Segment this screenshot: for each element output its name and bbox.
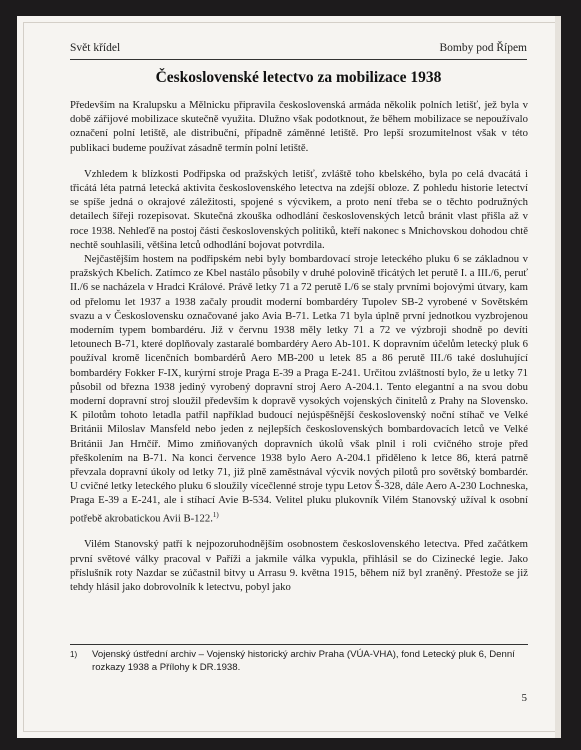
paragraph-text: Nejčastějším hostem na podřipském nebi byly bombardovací stroje leteckého pluku 6 se základnou v pražských Kbelích. Zatímco ze Kbel nastálo působily v druhé polovině třicátých let perutě I. a III./6, peruť II./6 se nacházela v Hradci Králové. Právě letky 71 a 72 perutě I./6 se staly prvními bojovými útvary, kam od přelomu let 1937 a 1938 začaly proudit moderní bombardéry Tupolev SB-2 vyrobené v Sovětském svazu a v Československu označované jako Avia B-71. Letka 71 byla úplně první jednotkou vyzbrojenou moderním typem bombardéru. Již v červnu 1938 měly letky 71 a 72 ve výzbroji shodně po devíti letounech B-71, které doplňovaly zastaralé bombardéry Aero Ab-101. K dopravním účelům letecký pluk 6 používal kromě licenčních bombardérů Aero MB-200 u letek 85 a 86 perutě III./6 také dosluhující bombardéry Fokker F-IX, kurýrní stroje Praga E-39 a Praga E-241. Určitou zvláštností bylo, že u letky 71 působil od března 1938 jediný vyrobený dopravní stroj Aero A-204.1. Tento elegantní a na svou dobu moderní dopravní stroj sloužil především k dopravě vysokých vojenských činitelů z Prahy na Slovensko. K pilotům tohoto letadla patřil například budoucí nejúspěšnější československý noční stíhač ve Velké Británii Miloslav Mansfeld nebo jeden z nejlepších československých bombardovacích letců ve Velké Británii Jan Hrnčíř. Mimo zmiňovaných dopravních úkolů však plnil i roli cvičného stroje před přeškolením na B-71. Na konci července 1938 bylo Aero A-204.1 přiděleno k letce 86, která patrně převzala dopravní úkoly od letky 71, již plně zaměstnával výcvik nových pilotů pro sovětský bombardér. U cvičné letky leteckého pluku 6 sloužily vícečlenné stroje typu Letov Š-328, dále Aero A-230 Lochneska, Praga E-39 a E-241, ale i stíhací Avie B-534. Velitel pluku plukovník Vilém Stanovský užíval k osobní potřebě akrobatickou Avii B-122. bbox=[70, 253, 528, 525]
paragraph bbox=[70, 252, 528, 525]
running-header-left: Svět křídel bbox=[70, 42, 121, 54]
paragraph: Vilém Stanovský patří k nejpozoruhodnějším osobnostem československého letectva. Před začátkem první světové války pracoval v Paříži a jakmile válka vypukla, přihlásil se do Cizinecké legie. Jako příslušník roty Nazdar se zúčastnil bitvy u Arrasu 9. května 1915, během níž byl zraněný. Přestože se již tehdy hlásil jako dobrovolník k letectvu, pobyl jako bbox=[70, 538, 528, 594]
page-number: 5 bbox=[521, 692, 527, 704]
paragraph: Vzhledem k blízkosti Podřipska od pražských letišť, zvláště toho kbelského, byla po celá dvacátá i třicátá léta patrná letecká aktivita československého letectva na zdejší obloze. Z pohledu historie letectví se spíše jedná o okrajové záležitosti, spojené s výcvikem, a proto není třeba se o těchto podružných detailech šířeji rozepisovat. Skutečná zkouška odhodlání československých letců bránit vlast přišla až v roce 1938. Nehleďě na postoj části československých politiků, kteří nakonec s Mnichovskou dohodou chtě nechtě souhlasili, většina letců odhodlání bojovat potvrdila. bbox=[70, 167, 528, 251]
footnote-reference: 1) bbox=[212, 510, 219, 519]
footnote-text: Vojenský ústřední archiv – Vojenský historický archiv Praha (VÚA-VHA), fond Letecký pluk 6, Denní rozkazy 1938 a Přílohy k DR.1938. bbox=[92, 649, 515, 673]
body-text bbox=[70, 98, 528, 594]
paragraph: Především na Kralupsku a Mělnicku připravila československá armáda několik polních letišť, jež byla v době zářijové mobilizace skutečně využita. Dlužno však podotknout, že během mobilizace se nepoužívalo označení polní letiště, ale distribuční, případně záměnné letiště. Pro lepší srozumitelnost však v této publikaci budeme používat zásadně termín polní letiště. bbox=[70, 99, 528, 154]
header-rule bbox=[70, 59, 527, 60]
chapter-title: Československé letectvo za mobilizace 1938 bbox=[155, 69, 442, 86]
footnote bbox=[70, 648, 528, 674]
footnote-mark: 1) bbox=[70, 650, 78, 659]
running-header-right: Bomby pod Řípem bbox=[439, 42, 527, 54]
footnote-rule bbox=[70, 644, 528, 645]
book-page bbox=[17, 16, 561, 738]
